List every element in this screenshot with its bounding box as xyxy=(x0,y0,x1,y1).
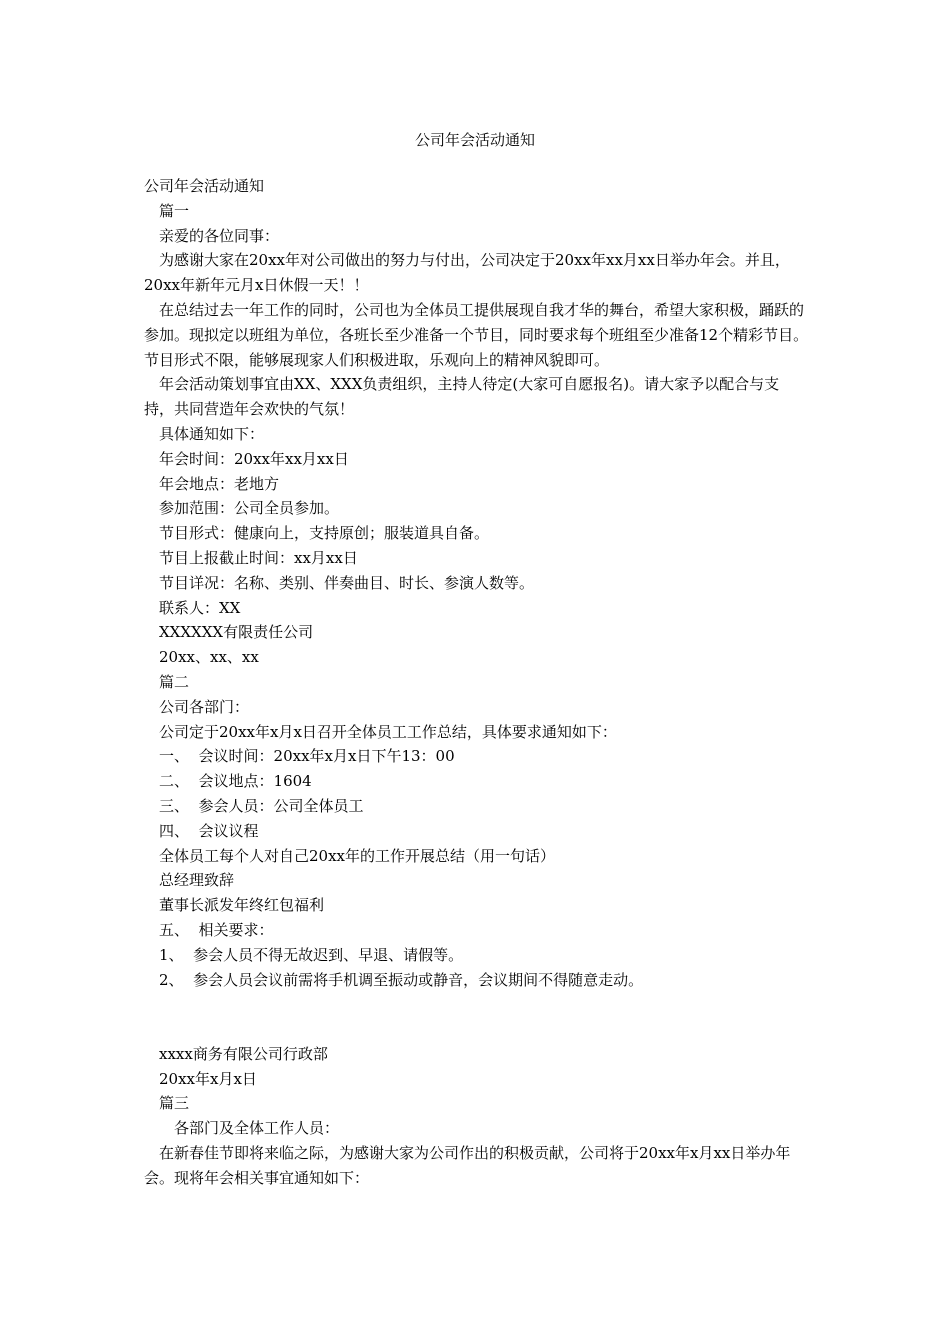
requirement-item: 1、 参会人员不得无故迟到、早退、请假等。 xyxy=(159,945,464,964)
paragraph: 为感谢大家在20xx年对公司做出的努力与付出，公司决定于20xx年xx月xx日举办年会。并且，20xx年新年元月x日休假一天！！ xyxy=(144,251,790,295)
agenda-item: 总经理致辞 xyxy=(159,871,235,890)
date-line: 20xx、xx、xx xyxy=(159,648,259,667)
detail-line: 年会地点：老地方 xyxy=(159,474,280,493)
paragraph: 在总结过去一年工作的同时，公司也为全体员工提供展现自我才华的舞台，希望大家积极，踊跃的参加。现拟定以班组为单位，各班长至少准备一个节目，同时要求每个班组至少准备12个精彩节目。节目形式不限，能够展现家人们积极进取，乐观向上的精神风貌即可。 xyxy=(144,300,809,369)
list-item: 一、 会议时间：20xx年x月x日下午13：00 xyxy=(159,747,455,766)
list-item: 三、 参会人员：公司全体员工 xyxy=(159,796,364,815)
detail-line: 联系人：XX xyxy=(159,598,241,617)
part-label: 篇二 xyxy=(159,672,190,691)
part-label: 篇三 xyxy=(159,1094,190,1113)
greeting: 各部门及全体工作人员： xyxy=(174,1119,340,1138)
requirement-item: 2、 参会人员会议前需将手机调至振动或静音，会议期间不得随意走动。 xyxy=(159,970,644,989)
paragraph: 在新春佳节即将来临之际，为感谢大家为公司作出的积极贡献，公司将于20xx年x月xx日举办年会。现将年会相关事宜通知如下： xyxy=(144,1144,791,1187)
detail-line: 节目详况：名称、类别、伴奏曲目、时长、参演人数等。 xyxy=(159,573,535,592)
spacer xyxy=(144,992,809,1042)
department-name: xxxx商务有限公司行政部 xyxy=(159,1044,328,1063)
date-line: 20xx年x月x日 xyxy=(159,1069,257,1088)
greeting: 亲爱的各位同事： xyxy=(159,226,280,245)
agenda-item: 董事长派发年终红包福利 xyxy=(159,896,325,915)
part-label: 篇一 xyxy=(159,201,190,220)
agenda-item: 全体员工每个人对自己20xx年的工作开展总结（用一句话） xyxy=(159,846,556,865)
intro-line: 公司定于20xx年x月x日召开全体员工工作总结，具体要求通知如下： xyxy=(159,722,617,741)
detail-line: 年会时间：20xx年xx月xx日 xyxy=(159,449,349,468)
document-title: 公司年会活动通知 xyxy=(414,131,535,149)
detail-line: 节目形式：健康向上，支持原创；服装道具自备。 xyxy=(159,524,490,543)
heading: 公司年会活动通知 xyxy=(144,177,265,195)
details-intro: 具体通知如下： xyxy=(159,424,265,443)
detail-line: 节目上报截止时间：xx月xx日 xyxy=(159,548,358,567)
list-item: 二、 会议地点：1604 xyxy=(159,772,312,791)
list-item: 五、 相关要求： xyxy=(159,920,274,939)
document-body xyxy=(144,174,809,1191)
detail-line: 参加范围：公司全员参加。 xyxy=(159,499,340,518)
paragraph: 年会活动策划事宜由XX、XXX负责组织，主持人待定(大家可自愿报名)。请大家予以配合与支持，共同营造年会欢快的气氛！ xyxy=(144,375,780,419)
greeting: 公司各部门： xyxy=(159,697,250,716)
list-item: 四、 会议议程 xyxy=(159,821,259,840)
company-name: XXXXXX有限责任公司 xyxy=(159,623,314,642)
